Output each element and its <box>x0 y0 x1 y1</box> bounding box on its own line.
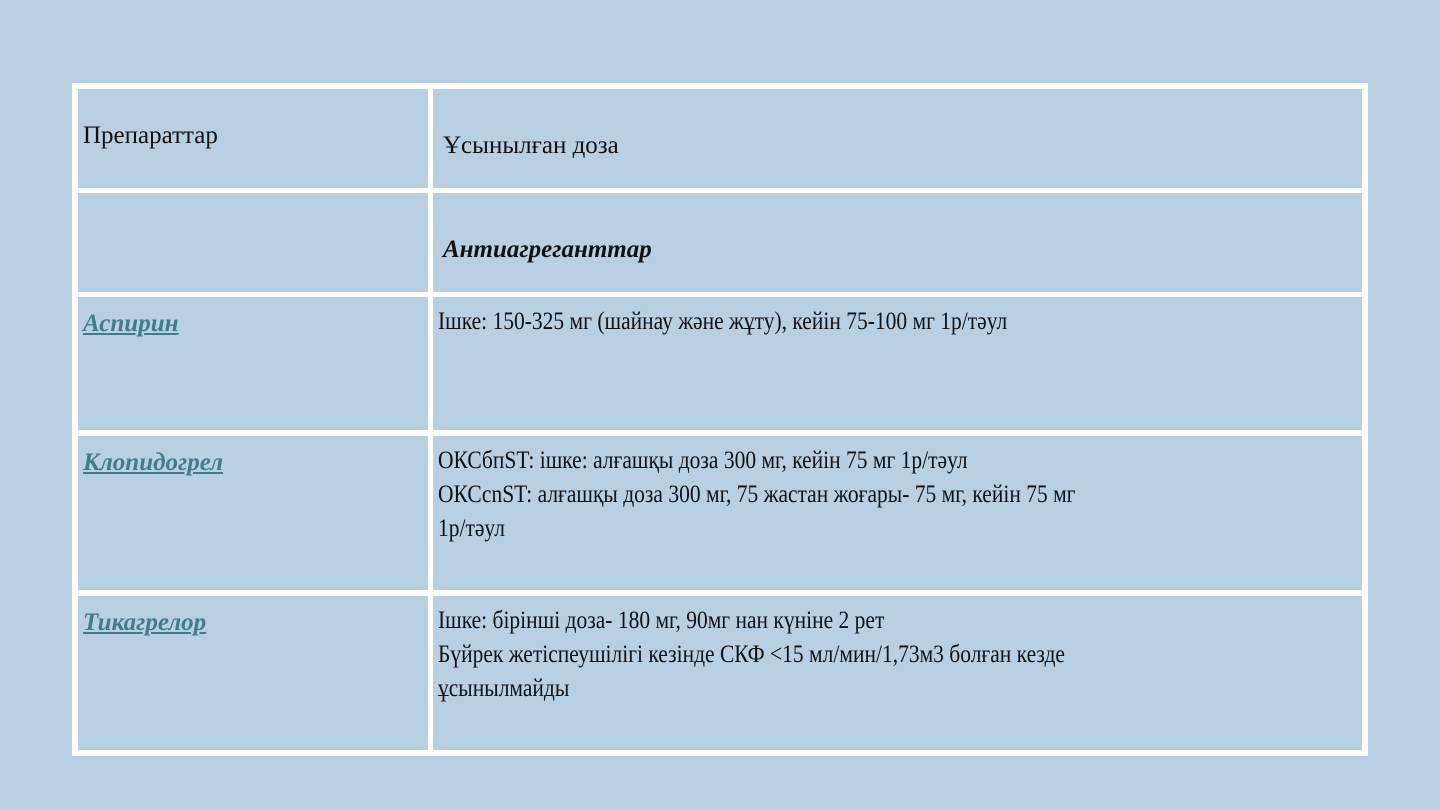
dose-line: 1р/тәул <box>438 515 505 542</box>
dose-line: Бүйрек жетіспеушілігі кезінде СКФ <15 мл/мин/1,73м3 болған кезде <box>438 641 1065 668</box>
dosage-table <box>72 83 1368 756</box>
dose-line: Ішке: 150-325 мг (шайнау және жұту), кейін 75-100 мг 1р/тәул <box>438 308 1008 335</box>
dose-line: ОКСсnST: алғашқы доза 300 мг, 75 жастан жоғары- 75 мг, кейін 75 мг <box>438 481 1076 508</box>
dose-text-clopidogrel <box>438 444 1350 546</box>
header-cell-dose <box>433 89 1362 188</box>
dose-text-aspirin <box>438 305 1350 339</box>
table-row-aspirin-drug-cell <box>78 297 428 430</box>
table-row-ticagrelor-drug-cell <box>78 596 428 750</box>
table-row-clopidogrel-dose-cell <box>433 436 1362 590</box>
header-drugs-label: Препараттар <box>83 122 218 149</box>
section-cell-empty <box>78 193 428 292</box>
dose-text-ticagrelor <box>438 604 1350 706</box>
dose-line: Ішке: бірінші доза- 180 мг, 90мг нан күніне 2 рет <box>438 607 885 634</box>
table-row-clopidogrel-drug-cell <box>78 436 428 590</box>
dose-line: ОКСбпST: ішке: алғашқы доза 300 мг, кейін 75 мг 1р/тәул <box>438 447 968 474</box>
section-title: Антиагреганттар <box>443 236 652 263</box>
table-row-ticagrelor-dose-cell <box>433 596 1362 750</box>
dose-line: ұсынылмайды <box>438 675 570 702</box>
drug-link-aspirin[interactable]: Аспирин <box>83 310 179 337</box>
header-dose-label: Ұсынылған доза <box>443 132 619 159</box>
table-row-aspirin-dose-cell <box>433 297 1362 430</box>
drug-link-clopidogrel[interactable]: Клопидогрел <box>83 449 224 476</box>
section-cell-title <box>433 193 1362 292</box>
drug-link-ticagrelor[interactable]: Тикагрелор <box>83 609 207 636</box>
header-cell-drugs <box>78 89 428 188</box>
